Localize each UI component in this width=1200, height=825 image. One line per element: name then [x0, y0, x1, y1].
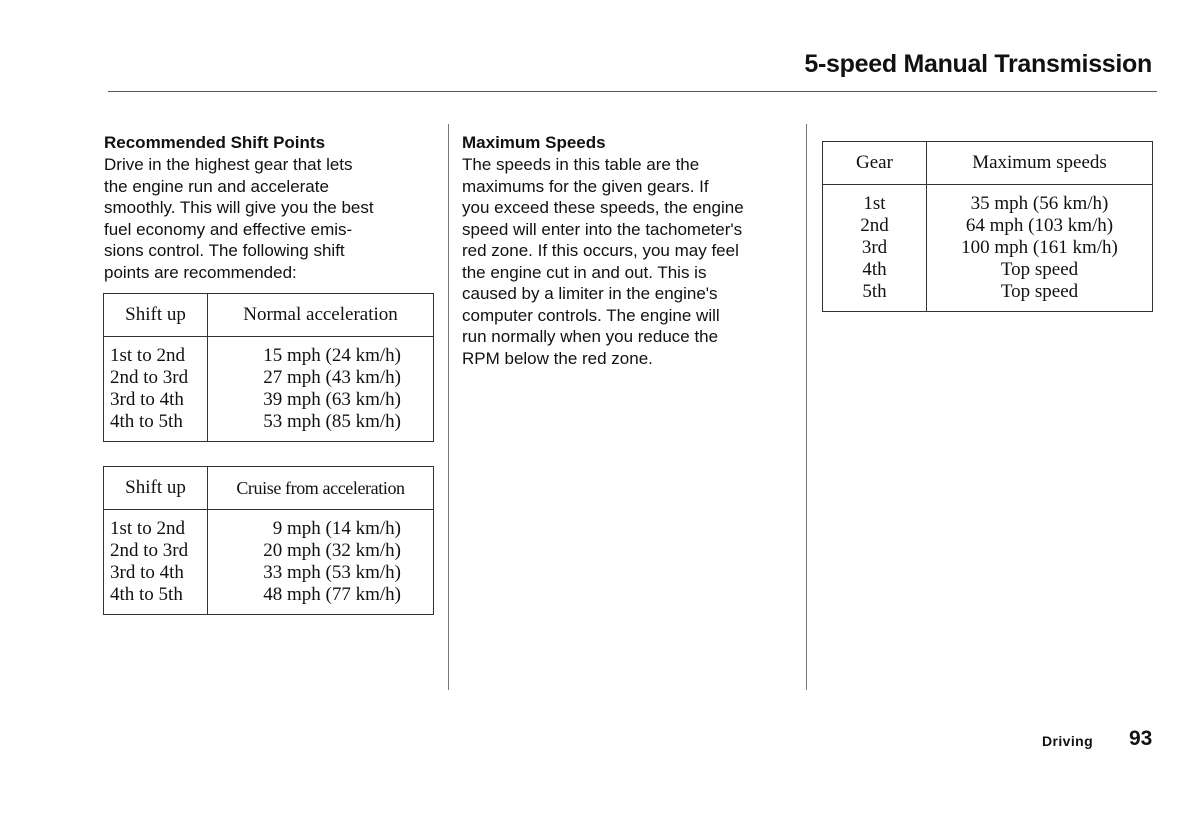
table-header-row — [823, 142, 1153, 185]
section-heading-maximum-speeds: Maximum Speeds — [462, 133, 606, 152]
text-line: RPM below the red zone. — [462, 348, 653, 368]
table-row — [104, 584, 434, 615]
text-line: fuel economy and effective emis- — [104, 219, 353, 239]
maximum-speeds-table — [822, 141, 1153, 312]
text-line: the engine cut in and out. This is — [462, 262, 707, 282]
middle-column — [462, 132, 802, 369]
column-header-maximum-speeds: Maximum speeds — [927, 142, 1153, 185]
text-line: you exceed these speeds, the engine — [462, 198, 744, 217]
gear-cell: 5th — [823, 281, 927, 312]
column-header-shift-up: Shift up — [104, 294, 208, 337]
column-divider-left — [448, 124, 449, 690]
left-column — [104, 132, 439, 283]
column-header-gear: Gear — [823, 142, 927, 185]
table-row — [104, 367, 434, 389]
table-row — [104, 337, 434, 368]
page-title: 5-speed Manual Transmission — [804, 50, 1152, 78]
table-row — [823, 215, 1153, 237]
speed-cell: 48 mph (77 km/h) — [208, 584, 434, 615]
speed-cell: Top speed — [927, 259, 1153, 281]
text-line: Drive in the highest gear that lets — [104, 155, 353, 174]
table-row — [823, 259, 1153, 281]
text-line: smoothly. This will give you the best — [104, 198, 374, 217]
shift-cell: 1st to 2nd — [104, 337, 208, 368]
column-header-cruise-from-acceleration: Cruise from acceleration — [208, 467, 434, 510]
table-header-row — [104, 294, 434, 337]
speed-cell: 15 mph (24 km/h) — [208, 337, 434, 368]
speed-cell: 20 mph (32 km/h) — [208, 540, 434, 562]
text-line: caused by a limiter in the engine's — [462, 284, 718, 303]
speed-cell: 53 mph (85 km/h) — [208, 411, 434, 442]
text-line: The speeds in this table are the — [462, 155, 700, 174]
shift-points-text — [104, 154, 439, 283]
maximum-speeds-text — [462, 154, 802, 369]
column-divider-right — [806, 124, 807, 690]
table-row — [104, 562, 434, 584]
column-header-shift-up: Shift up — [104, 467, 208, 510]
section-heading-shift-points: Recommended Shift Points — [104, 133, 326, 152]
speed-cell: 35 mph (56 km/h) — [927, 185, 1153, 216]
gear-cell: 1st — [823, 185, 927, 216]
speed-cell: 9 mph (14 km/h) — [208, 510, 434, 541]
text-line: maximums for the given gears. If — [462, 176, 709, 196]
table-row — [823, 237, 1153, 259]
shift-cell: 2nd to 3rd — [104, 367, 208, 389]
table-row — [823, 281, 1153, 312]
text-line: sions control. The following shift — [104, 241, 345, 260]
shift-cell: 3rd to 4th — [104, 562, 208, 584]
table-row — [823, 185, 1153, 216]
column-header-normal-acceleration: Normal acceleration — [208, 294, 434, 337]
cruise-acceleration-table — [103, 466, 434, 615]
title-divider — [108, 91, 1157, 92]
page-number: 93 — [1129, 727, 1153, 750]
shift-cell: 4th to 5th — [104, 411, 208, 442]
text-line: the engine run and accelerate — [104, 176, 329, 196]
text-line: speed will enter into the tachometer's — [462, 219, 743, 239]
footer-section-label: Driving — [1042, 733, 1094, 749]
gear-cell: 4th — [823, 259, 927, 281]
gear-cell: 3rd — [823, 237, 927, 259]
speed-cell: Top speed — [927, 281, 1153, 312]
table-row — [104, 510, 434, 541]
table-row — [104, 389, 434, 411]
text-line: red zone. If this occurs, you may feel — [462, 241, 739, 260]
text-line: computer controls. The engine will — [462, 305, 720, 325]
speed-cell: 64 mph (103 km/h) — [927, 215, 1153, 237]
shift-cell: 3rd to 4th — [104, 389, 208, 411]
normal-acceleration-table — [103, 293, 434, 442]
table-row — [104, 411, 434, 442]
shift-cell: 2nd to 3rd — [104, 540, 208, 562]
shift-cell: 1st to 2nd — [104, 510, 208, 541]
speed-cell: 33 mph (53 km/h) — [208, 562, 434, 584]
speed-cell: 27 mph (43 km/h) — [208, 367, 434, 389]
gear-cell: 2nd — [823, 215, 927, 237]
speed-cell: 100 mph (161 km/h) — [927, 237, 1153, 259]
table-row — [104, 540, 434, 562]
text-line: run normally when you reduce the — [462, 327, 719, 346]
shift-cell: 4th to 5th — [104, 584, 208, 615]
text-line: points are recommended: — [104, 262, 297, 282]
speed-cell: 39 mph (63 km/h) — [208, 389, 434, 411]
table-header-row — [104, 467, 434, 510]
